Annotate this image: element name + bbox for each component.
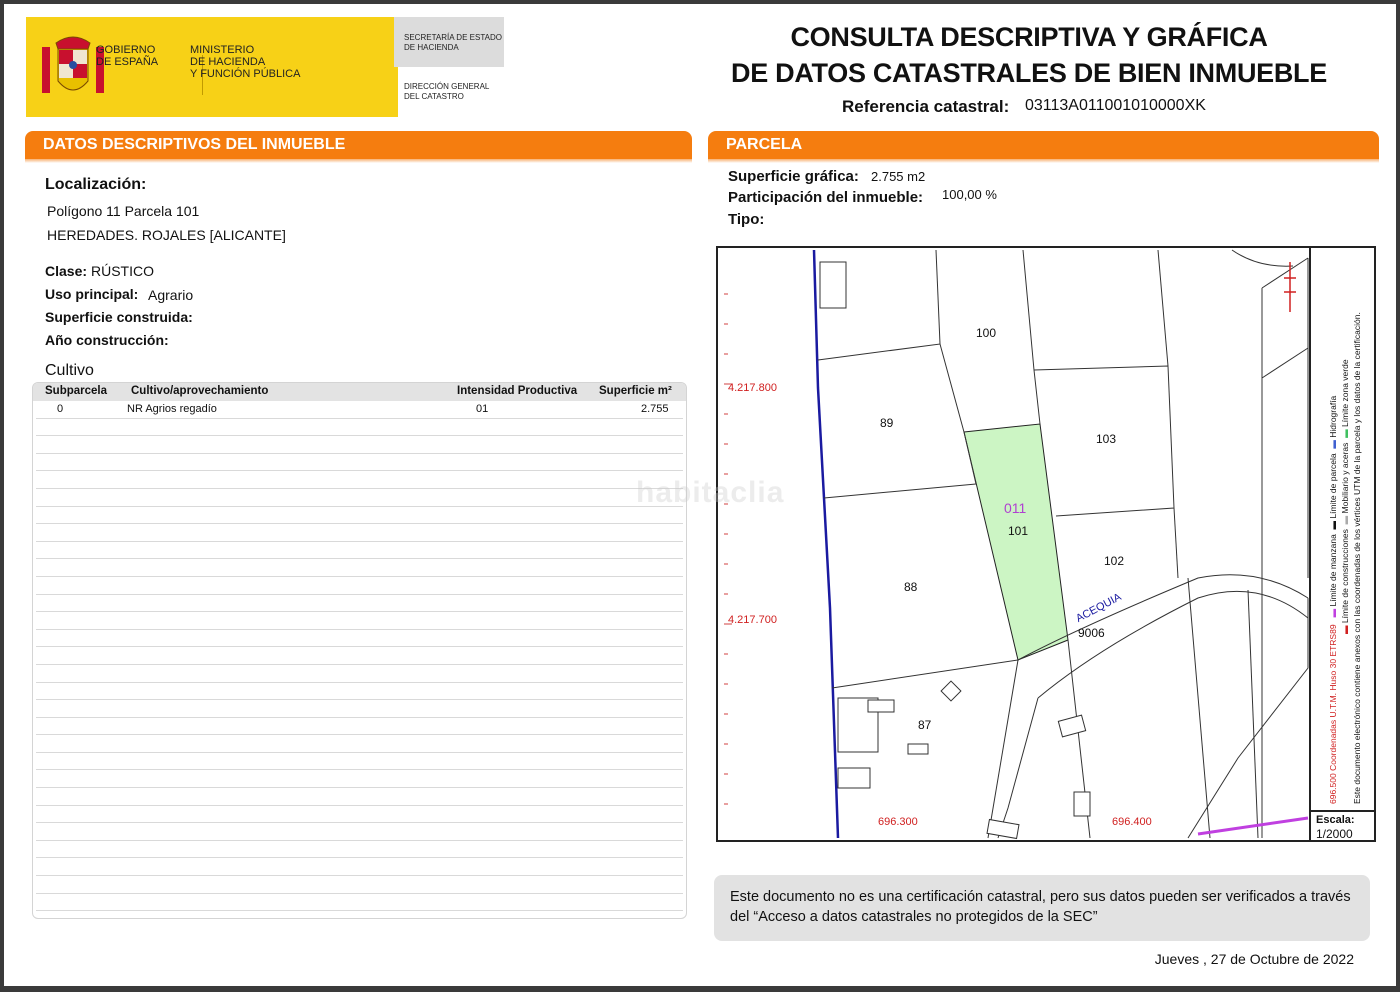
- legend-item-construcciones: Límite de construcciones: [1340, 529, 1350, 624]
- cell-cultivo: NR Agrios regadío: [127, 403, 217, 415]
- ref-value: 03113A011001010000XK: [1025, 97, 1206, 114]
- legend-item-zona-verde: Límite zona verde: [1340, 359, 1350, 427]
- document-page: [4, 4, 1396, 986]
- table-row-empty: [36, 595, 683, 613]
- direccion-label: DIRECCIÓN GENERAL DEL CATASTRO: [404, 82, 490, 101]
- table-row-empty: [36, 788, 683, 806]
- section-title-a: DATOS DESCRIPTIVOS DEL: [43, 136, 262, 153]
- secretaria-label: SECRETARÍA DE ESTADO DE HACIENDA: [404, 33, 502, 52]
- col-intensidad: Intensidad Productiva: [457, 385, 578, 397]
- section-title-parcela: PARCELA: [726, 136, 803, 153]
- page-title: [704, 19, 1354, 91]
- empty-rows: [33, 419, 686, 912]
- legend-coords-note: 696.500 Coordenadas U.T.M. Huso 30 ETRS89: [1328, 624, 1338, 804]
- map-drawing: [718, 248, 1374, 840]
- table-row-empty: [36, 489, 683, 507]
- section-title-b: INMUEBLE: [261, 136, 346, 153]
- road-number: 9006: [1078, 626, 1105, 640]
- parcel-label-100: 100: [976, 326, 997, 340]
- river-line: [814, 250, 838, 838]
- cadastral-map: [716, 246, 1376, 842]
- legend-item-manzana: Límite de manzana: [1328, 534, 1338, 607]
- cell-intensidad: 01: [476, 403, 489, 415]
- legend-doc-note: Este documento electrónico contiene anexos con las coordenadas de los vértices UTM de la parcela y los datos de la certificación.: [1352, 312, 1362, 804]
- legend-item-hidrografia: Hidrografía: [1328, 395, 1338, 438]
- verification-note: Este documento no es una certificación catastral, pero sus datos pueden ser verificados a través del “Acceso a datos catastrales no protegidos de la SEC”: [714, 875, 1370, 941]
- scale-label: Escala:: [1316, 814, 1355, 826]
- table-row-empty: [36, 559, 683, 577]
- table-row-empty: [36, 858, 683, 876]
- table-row-empty: [36, 577, 683, 595]
- table-row-empty: [36, 735, 683, 753]
- scale-box: [1309, 810, 1376, 842]
- table-row-empty: [36, 894, 683, 912]
- parcel-label-102: 102: [1104, 554, 1125, 568]
- parcel-label-87: 87: [918, 718, 932, 732]
- legend-row-1: 696.500 Coordenadas U.T.M. Huso 30 ETRS89 ▬ Límite de manzana ▬ Límite de parcela ▬ Hidrografía: [1328, 395, 1338, 804]
- table-row: [36, 401, 683, 419]
- table-row-empty: [36, 471, 683, 489]
- table-row-empty: [36, 647, 683, 665]
- coord-x-right: 696.400: [1112, 816, 1152, 828]
- legend-row-2: ▬ Límite de construcciones ▬ Mobiliario y aceras ▬ Límite zona verde: [1340, 359, 1350, 634]
- parcel-label-89: 89: [880, 416, 894, 430]
- parcel-boundaries: [818, 250, 1308, 838]
- tipo-label: Tipo:: [728, 211, 765, 228]
- table-row-empty: [36, 876, 683, 894]
- anio-construccion-label: Año construcción:: [45, 332, 169, 348]
- cell-subparcela: 0: [57, 403, 64, 415]
- table-row-empty: [36, 665, 683, 683]
- table-row-empty: [36, 770, 683, 788]
- parcel-label-101: 101: [1008, 524, 1029, 538]
- col-subparcela: Subparcela: [45, 385, 107, 397]
- legend-text: [1327, 264, 1363, 804]
- uso-value: Agrario: [148, 287, 194, 303]
- table-row-empty: [36, 436, 683, 454]
- legend-item-parcela: Límite de parcela: [1328, 453, 1338, 519]
- localizacion-line1: Polígono 11 Parcela 101: [47, 203, 200, 219]
- legend-item-mobiliario: Mobiliario y aceras: [1340, 442, 1350, 514]
- superficie-construida-label: Superficie construida:: [45, 309, 193, 325]
- title-line-2: DE DATOS CATASTRALES DE BIEN INMUEBLE: [731, 58, 1327, 88]
- coord-y-bottom: 4.217.700: [728, 614, 777, 626]
- cultivo-table: [32, 382, 687, 919]
- table-row-empty: [36, 524, 683, 542]
- road-label: ACEQUIA: [1074, 591, 1124, 625]
- localizacion-line2: HEREDADES. ROJALES [ALICANTE]: [47, 227, 286, 243]
- issue-date: Jueves , 27 de Octubre de 2022: [1154, 951, 1354, 967]
- scale-value: 1/2000: [1316, 827, 1353, 841]
- manzana-line: [1198, 818, 1308, 834]
- clase-value: RÚSTICO: [91, 263, 154, 279]
- table-row-empty: [36, 718, 683, 736]
- ministry-label: MINISTERIO DE HACIENDA Y FUNCIÓN PÚBLICA: [190, 44, 301, 80]
- north-arrow-icon: [1284, 262, 1296, 312]
- participacion-label: Participación del inmueble:: [728, 189, 924, 206]
- map-ticks: [724, 294, 732, 804]
- gov-label: GOBIERNO DE ESPAÑA: [96, 44, 159, 68]
- participacion-value: 100,00 %: [942, 187, 997, 202]
- col-superficie: Superficie m²: [599, 385, 672, 397]
- table-row-empty: [36, 454, 683, 472]
- coord-y-top: 4.217.800: [728, 382, 777, 394]
- table-row-empty: [36, 753, 683, 771]
- parcel-subcode-011: 011: [1004, 500, 1027, 516]
- table-row-empty: [36, 419, 683, 437]
- cell-superficie: 2.755: [641, 403, 669, 415]
- parcel-label-88: 88: [904, 580, 918, 594]
- section-header-descriptive: [25, 131, 692, 159]
- parcel-101-highlight: [964, 424, 1068, 660]
- parcel-label-103: 103: [1096, 432, 1117, 446]
- table-row-empty: [36, 612, 683, 630]
- superficie-grafica-value: 2.755 m2: [871, 169, 926, 184]
- col-cultivo: Cultivo/aprovechamiento: [131, 385, 269, 397]
- localizacion-label: Localización:: [45, 176, 147, 193]
- uso-label: Uso principal:: [45, 286, 139, 302]
- table-row-empty: [36, 683, 683, 701]
- ref-label: Referencia catastral:: [842, 97, 1010, 116]
- table-row-empty: [36, 841, 683, 859]
- map-legend: [1309, 246, 1376, 812]
- clase-label: Clase:: [45, 263, 88, 279]
- superficie-grafica-label: Superficie gráfica:: [728, 168, 859, 185]
- table-row-empty: [36, 700, 683, 718]
- table-row-empty: [36, 542, 683, 560]
- coord-x-left: 696.300: [878, 816, 918, 828]
- table-header: [33, 383, 686, 401]
- cultivo-title: Cultivo: [45, 362, 94, 379]
- table-row-empty: [36, 507, 683, 525]
- watermark: habitaclia: [636, 476, 785, 509]
- table-row-empty: [36, 823, 683, 841]
- title-line-1: CONSULTA DESCRIPTIVA Y GRÁFICA: [790, 22, 1268, 52]
- table-row-empty: [36, 630, 683, 648]
- section-header-parcela: [708, 131, 1379, 159]
- table-row-empty: [36, 806, 683, 824]
